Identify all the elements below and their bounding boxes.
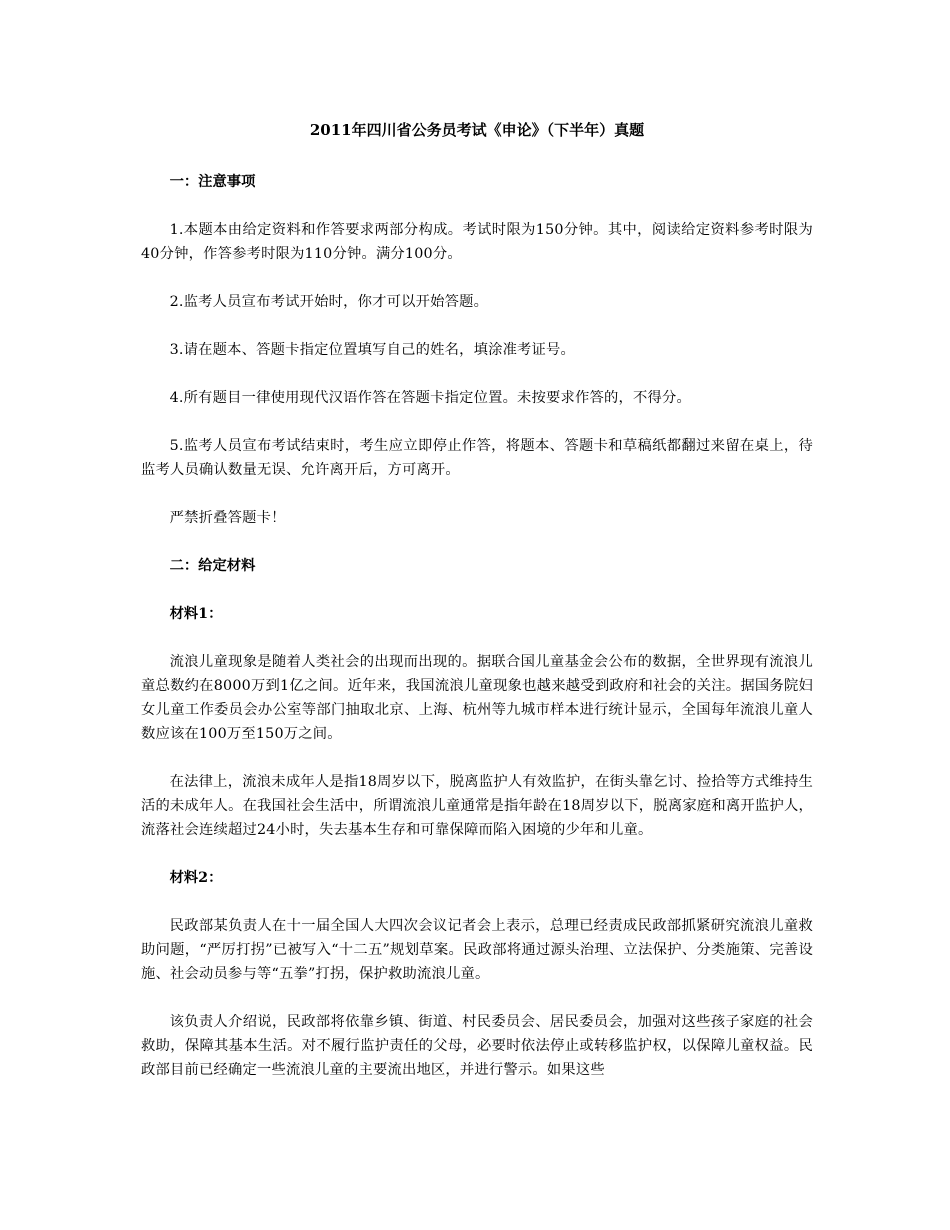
notice-item-1: 1.本题本由给定资料和作答要求两部分构成。考试时限为150分钟。其中，阅读给定资料参考时限为40分钟，作答参考时限为110分钟。满分100分。 <box>141 222 813 262</box>
notice-warning: 严禁折叠答题卡！ <box>169 510 286 526</box>
notice-item-2: 2.监考人员宣布考试开始时，你才可以开始答题。 <box>169 294 489 310</box>
material-2-heading: 材料2： <box>169 870 223 886</box>
document-title: 2011年四川省公务员考试《申论》（下半年）真题 <box>309 121 645 139</box>
section-heading-notice: 一：注意事项 <box>169 174 256 190</box>
document-page <box>141 118 813 1106</box>
material-1-heading: 材料1： <box>169 606 223 622</box>
section-heading-materials: 二：给定材料 <box>169 558 256 574</box>
material-2-paragraph-2: 该负责人介绍说，民政部将依靠乡镇、街道、村民委员会、居民委员会，加强对这些孩子家庭的社会救助，保障其基本生活。对不履行监护责任的父母，必要时依法停止或转移监护权，以保障儿童权益。民政部目前已经确定一些流浪儿童的主要流出地区，并进行警示。如果这些 <box>141 1014 813 1078</box>
notice-item-3: 3.请在题本、答题卡指定位置填写自己的姓名，填涂准考证号。 <box>169 342 576 358</box>
material-2-paragraph-1: 民政部某负责人在十一届全国人大四次会议记者会上表示，总理已经责成民政部抓紧研究流浪儿童救助问题，“严厉打拐”已被写入“十二五”规划草案。民政部将通过源头治理、立法保护、分类施策、完善设施、社会动员参与等“五拳”打拐，保护救助流浪儿童。 <box>141 918 813 982</box>
material-1-paragraph-2: 在法律上，流浪未成年人是指18周岁以下，脱离监护人有效监护，在街头靠乞讨、捡拾等方式维持生活的未成年人。在我国社会生活中，所谓流浪儿童通常是指年龄在18周岁以下，脱离家庭和离开监护人，流落社会连续超过24小时，失去基本生存和可靠保障而陷入困境的少年和儿童。 <box>141 774 813 838</box>
notice-item-5: 5.监考人员宣布考试结束时，考生应立即停止作答，将题本、答题卡和草稿纸都翻过来留在桌上，待监考人员确认数量无误、允许离开后，方可离开。 <box>141 438 813 478</box>
material-1-paragraph-1: 流浪儿童现象是随着人类社会的出现而出现的。据联合国儿童基金会公布的数据，全世界现有流浪儿童总数约在8000万到1亿之间。近年来，我国流浪儿童现象也越来越受到政府和社会的关注。据国务院妇女儿童工作委员会办公室等部门抽取北京、上海、杭州等九城市样本进行统计显示，全国每年流浪儿童人数应该在100万至150万之间。 <box>141 654 813 742</box>
notice-item-4: 4.所有题目一律使用现代汉语作答在答题卡指定位置。未按要求作答的，不得分。 <box>169 390 692 406</box>
